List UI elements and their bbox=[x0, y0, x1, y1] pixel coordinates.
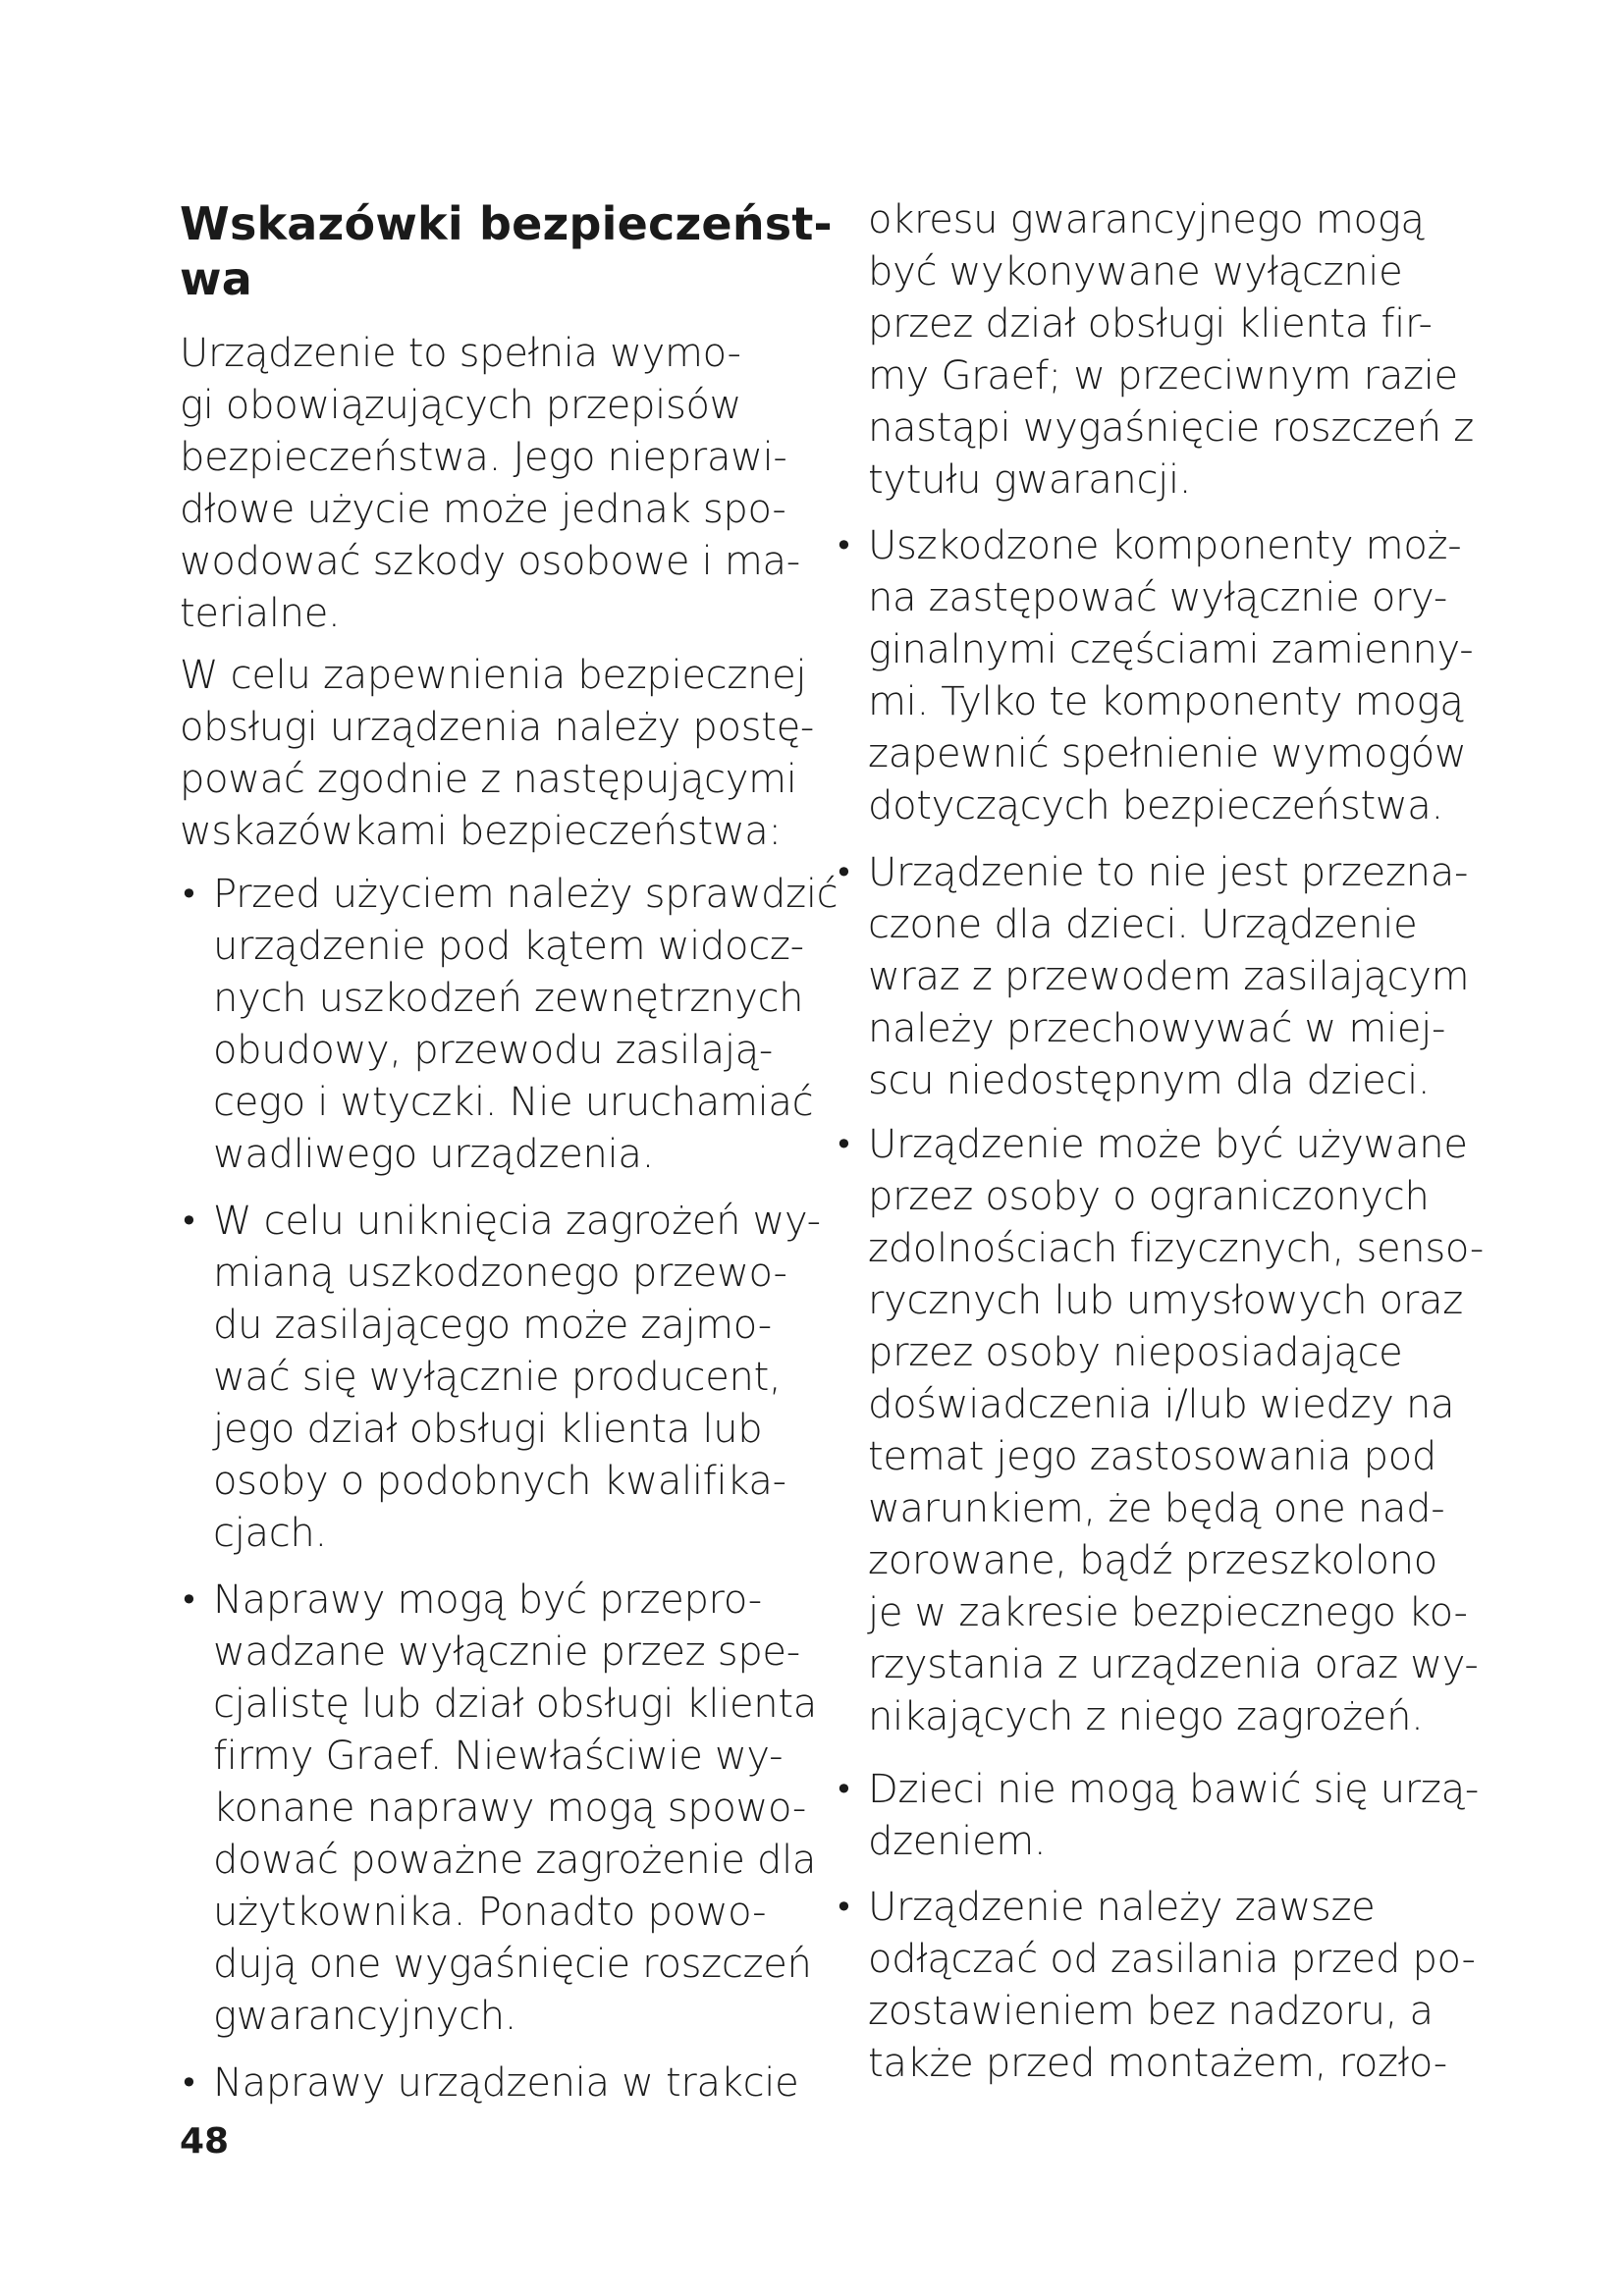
bullet-line: temat jego zastosowania pod bbox=[868, 1434, 1436, 1479]
bullet-line: Urządzenie to nie jest przezna- bbox=[868, 850, 1469, 895]
bullet-line: firmy Graef. Niewłaściwie wy- bbox=[213, 1734, 784, 1779]
bullet-line: cjalistę lub dział obsługi klienta bbox=[213, 1682, 817, 1727]
bullet-line: urządzenie pod kątem widocz- bbox=[213, 924, 804, 969]
bullet-line: dotyczących bezpieczeństwa. bbox=[868, 783, 1443, 828]
bullet-line: du zasilającego może zajmo- bbox=[213, 1303, 772, 1348]
bullet-point: • bbox=[180, 876, 198, 913]
paragraph-line: bezpieczeństwa. Jego nieprawi- bbox=[180, 435, 787, 480]
bullet-point: • bbox=[835, 527, 853, 564]
paragraph-line: W celu zapewnienia bezpiecznej bbox=[180, 653, 807, 698]
bullet-line: wadzane wyłącznie przez spe- bbox=[213, 1629, 800, 1675]
bullet-line: ginalnymi częściami zamienny- bbox=[868, 627, 1474, 672]
paragraph-line: terialne. bbox=[180, 591, 341, 636]
paragraph-line: dłowe użycie może jednak spo- bbox=[180, 487, 786, 532]
bullet-line: mi. Tylko te komponenty mogą bbox=[868, 679, 1464, 724]
bullet-line: Uszkodzone komponenty moż- bbox=[868, 523, 1462, 568]
paragraph-line: pować zgodnie z następującymi bbox=[180, 757, 797, 802]
bullet-point: • bbox=[180, 2064, 198, 2102]
bullet-line: Urządzenie może być używane bbox=[868, 1122, 1468, 1167]
bullet-line: przez dział obsługi klienta fir- bbox=[868, 301, 1433, 347]
bullet-line: nych uszkodzeń zewnętrznych bbox=[213, 976, 804, 1021]
bullet-line: dują one wygaśnięcie roszczeń bbox=[213, 1942, 812, 1987]
bullet-line: wać się wyłącznie producent, bbox=[213, 1355, 782, 1400]
bullet-line: zostawieniem bez nadzoru, a bbox=[868, 1989, 1434, 2034]
bullet-point: • bbox=[180, 1581, 198, 1619]
bullet-line: przez osoby nieposiadające bbox=[868, 1330, 1403, 1375]
bullet-line: gwarancyjnych. bbox=[213, 1994, 517, 2039]
bullet-line: obudowy, przewodu zasilają- bbox=[213, 1028, 774, 1073]
bullet-line: Naprawy urządzenia w trakcie bbox=[213, 2060, 799, 2106]
bullet-line: Dzieci nie mogą bawić się urzą- bbox=[868, 1767, 1479, 1812]
bullet-point: • bbox=[180, 1202, 198, 1240]
bullet-line: mianą uszkodzonego przewo- bbox=[213, 1251, 787, 1296]
bullet-point: • bbox=[835, 1126, 853, 1163]
bullet-line: należy przechowywać w miej- bbox=[868, 1006, 1446, 1051]
bullet-line: nastąpi wygaśnięcie roszczeń z bbox=[868, 405, 1474, 451]
bullet-line: jego dział obsługi klienta lub bbox=[213, 1407, 763, 1452]
bullet-line: Przed użyciem należy sprawdzić bbox=[213, 872, 839, 917]
paragraph-line: wskazówkami bezpieczeństwa: bbox=[180, 809, 782, 854]
bullet-line: być wykonywane wyłącznie bbox=[868, 249, 1403, 294]
bullet-line: osoby o podobnych kwalifika- bbox=[213, 1459, 786, 1504]
bullet-line: konane naprawy mogą spowo- bbox=[213, 1786, 806, 1831]
bullet-line: tytułu gwarancji. bbox=[868, 457, 1192, 503]
bullet-line: my Graef; w przeciwnym razie bbox=[868, 353, 1458, 399]
bullet-line: wraz z przewodem zasilającym bbox=[868, 954, 1470, 999]
bullet-line: je w zakresie bezpiecznego ko- bbox=[868, 1590, 1468, 1635]
bullet-line: użytkownika. Ponadto powo- bbox=[213, 1890, 767, 1935]
bullet-line: nikających z niego zagrożeń. bbox=[868, 1694, 1424, 1739]
bullet-line: na zastępować wyłącznie ory- bbox=[868, 575, 1447, 620]
bullet-point: • bbox=[835, 854, 853, 891]
page-number: 48 bbox=[180, 2121, 230, 2162]
bullet-line: warunkiem, że będą one nad- bbox=[868, 1486, 1445, 1531]
bullet-point: • bbox=[835, 1889, 853, 1926]
bullet-line: Urządzenie należy zawsze bbox=[868, 1885, 1376, 1930]
bullet-point: • bbox=[835, 1771, 853, 1808]
bullet-line: okresu gwarancyjnego mogą bbox=[868, 197, 1425, 242]
bullet-line: doświadczenia i/lub wiedzy na bbox=[868, 1382, 1455, 1427]
bullet-line: rycznych lub umysłowych oraz bbox=[868, 1278, 1463, 1323]
bullet-line: zorowane, bądź przeszkolono bbox=[868, 1538, 1437, 1583]
section-heading-line: Wskazówki bezpieczeńst- bbox=[180, 197, 833, 250]
section-heading-line: wa bbox=[180, 252, 252, 305]
bullet-line: rzystania z urządzenia oraz wy- bbox=[868, 1642, 1479, 1687]
paragraph-line: wodować szkody osobowe i ma- bbox=[180, 539, 800, 584]
bullet-line: także przed montażem, rozło- bbox=[868, 2041, 1447, 2086]
bullet-line: przez osoby o ograniczonych bbox=[868, 1174, 1430, 1219]
bullet-line: dzeniem. bbox=[868, 1819, 1047, 1864]
paragraph-line: obsługi urządzenia należy postę- bbox=[180, 705, 815, 750]
bullet-line: Naprawy mogą być przepro- bbox=[213, 1577, 762, 1623]
bullet-line: zapewnić spełnienie wymogów bbox=[868, 731, 1467, 776]
bullet-line: czone dla dzieci. Urządzenie bbox=[868, 902, 1418, 947]
bullet-line: cjach. bbox=[213, 1511, 327, 1556]
bullet-line: odłączać od zasilania przed po- bbox=[868, 1937, 1476, 1982]
paragraph-line: gi obowiązujących przepisów bbox=[180, 383, 742, 428]
paragraph-line: Urządzenie to spełnia wymo- bbox=[180, 331, 741, 376]
bullet-line: W celu uniknięcia zagrożeń wy- bbox=[213, 1199, 821, 1244]
bullet-line: dować poważne zagrożenie dla bbox=[213, 1838, 817, 1883]
bullet-line: cego i wtyczki. Nie uruchamiać bbox=[213, 1080, 814, 1125]
bullet-line: scu niedostępnym dla dzieci. bbox=[868, 1058, 1431, 1103]
bullet-line: zdolnościach fizycznych, senso- bbox=[868, 1226, 1484, 1271]
bullet-line: wadliwego urządzenia. bbox=[213, 1132, 655, 1177]
